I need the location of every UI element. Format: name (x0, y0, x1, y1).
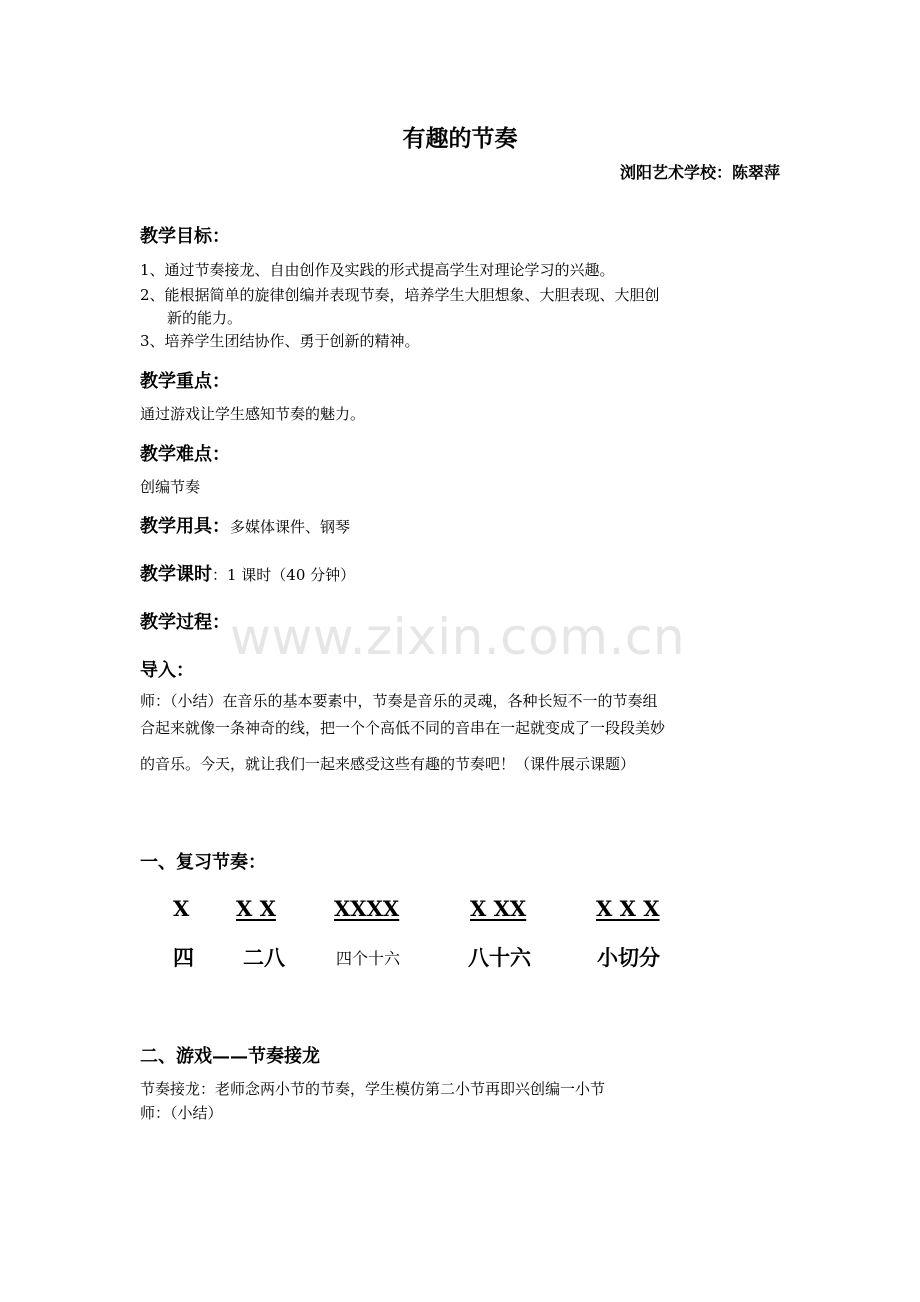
difficulty-heading: 教学难点： (140, 444, 230, 465)
difficulty-text: 创编节奏 (140, 478, 201, 496)
watermark: www.zixin.com.cn (230, 608, 686, 666)
game-line: 节奏接龙：老师念两小节的节奏，学生模仿第二小节再即兴创编一小节 (140, 1080, 606, 1098)
hours-text: ：1 课时（40 分钟） (212, 566, 356, 584)
rhythm-notation: X X (236, 896, 276, 921)
objective-item: 3、培养学生团结协作、勇于创新的精神。 (140, 332, 420, 350)
key-point-text: 通过游戏让学生感知节奏的魅力。 (140, 405, 366, 423)
rhythm-notation: X X X (596, 896, 660, 921)
intro-line: 师：（小结）在音乐的基本要素中，节奏是音乐的灵魂，各种长短不一的节奏组 (140, 692, 658, 710)
objective-item: 新的能力。 (167, 309, 243, 327)
intro-line: 的音乐。今天，就让我们一起来感受这些有趣的节奏吧！（课件展示课题） (140, 755, 636, 773)
tools-text: 多媒体课件、钢琴 (230, 518, 351, 536)
intro-line: 合起来就像一条神奇的线，把一个个高低不同的音串在一起就变成了一段段美妙 (140, 719, 666, 737)
hours-heading: 教学课时 (140, 564, 212, 585)
page-title: 有趣的节奏 (402, 125, 518, 152)
game-line: 师：（小结） (140, 1104, 223, 1122)
hours-line (140, 560, 355, 586)
process-heading: 教学过程： (140, 612, 230, 633)
rhythm-notation: X XX (470, 896, 527, 921)
review-heading: 一、复习节奏： (140, 852, 266, 873)
game-heading: 二、游戏——节奏接龙 (140, 1046, 320, 1067)
rhythm-name: 二八 (243, 945, 285, 970)
rhythm-name: 四个十六 (336, 949, 401, 968)
rhythm-name: 小切分 (597, 945, 660, 970)
author-line: 浏阳艺术学校：陈翠萍 (619, 163, 780, 182)
rhythm-name: 四 (173, 945, 194, 970)
key-point-heading: 教学重点： (140, 371, 230, 392)
tools-line (140, 512, 350, 538)
objectives-heading: 教学目标： (140, 226, 230, 247)
objective-item: 2、能根据简单的旋律创编并表现节奏，培养学生大胆想象、大胆表现、大胆创 (140, 286, 660, 304)
rhythm-notation: X (173, 896, 190, 921)
intro-heading: 导入： (140, 660, 194, 681)
rhythm-notation: XXXX (334, 896, 400, 921)
objective-item: 1、通过节奏接龙、自由创作及实践的形式提高学生对理论学习的兴趣。 (140, 261, 615, 279)
rhythm-name: 八十六 (468, 945, 531, 970)
tools-heading: 教学用具： (140, 516, 230, 537)
